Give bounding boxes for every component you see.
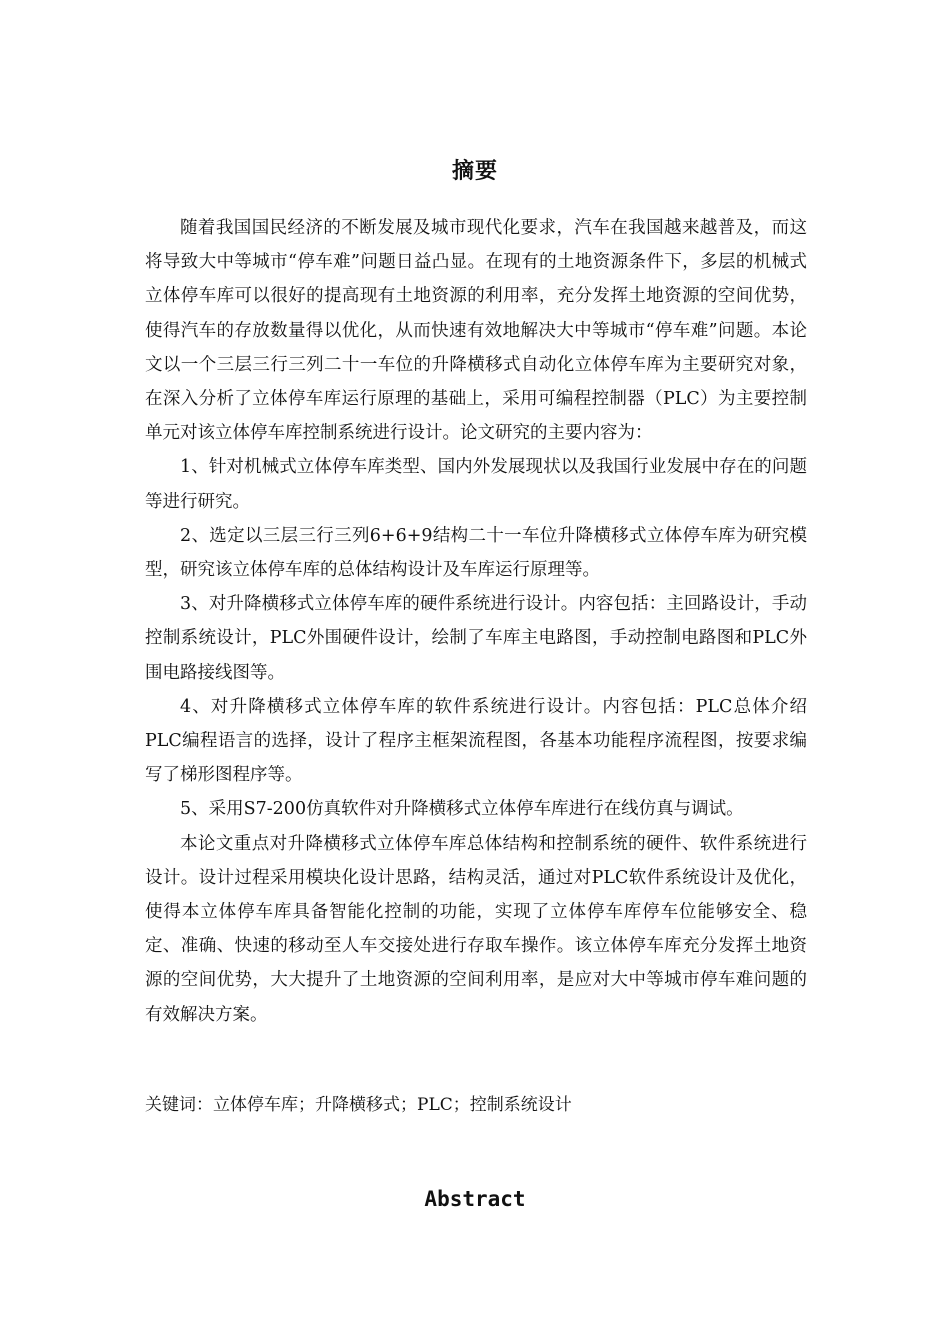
- paragraph-item-3: 3、对升降横移式立体停车库的硬件系统进行设计。内容包括：主回路设计，手动控制系统设计，PLC外围硬件设计，绘制了车库主电路图，手动控制电路图和PLC外围电路接线图等。: [145, 594, 807, 683]
- paragraph-item-4: 4、对升降横移式立体停车库的软件系统进行设计。内容包括：PLC总体介绍PLC编程语言的选择，设计了程序主框架流程图，各基本功能程序流程图，按要求编写了梯形图程序等。: [145, 696, 807, 786]
- page-title: 摘要: [451, 159, 498, 184]
- english-abstract-title: Abstract: [424, 1187, 526, 1211]
- paragraph-intro: 随着我国国民经济的不断发展及城市现代化要求，汽车在我国越来越普及，而这将导致大中等城市“停车难”问题日益凸显。在现有的土地资源条件下，多层的机械式立体停车库可以很好的提高现有土地资源的利用率，充分发挥土地资源的空间优势，使得汽车的存放数量得以优化，从而快速有效地解决大中等城市“停车难”问题。本论文以一个三层三行三列二十一车位的升降横移式自动化立体停车库为主要研究对象，在深入分析了立体停车库运行原理的基础上，采用可编程控制器（PLC）为主要控制单元对该立体停车库控制系统进行设计。论文研究的主要内容为：: [145, 218, 807, 444]
- paragraph-conclusion: 本论文重点对升降横移式立体停车库总体结构和控制系统的硬件、软件系统进行设计。设计过程采用模块化设计思路，结构灵活，通过对PLC软件系统设计及优化，使得本立体停车库具备智能化控制的功能，实现了立体停车库停车位能够安全、稳定、准确、快速的移动至人车交接处进行存取车操作。该立体停车库充分发挥土地资源的空间优势，大大提升了土地资源的空间利用率，是应对大中等城市停车难问题的有效解决方案。: [145, 833, 807, 1025]
- keywords-line: 关键词：立体停车库；升降横移式；PLC；控制系统设计: [145, 1095, 572, 1115]
- abstract-body: [145, 211, 807, 1032]
- paragraph-item-5: 5、采用S7-200仿真软件对升降横移式立体停车库进行在线仿真与调试。: [180, 799, 744, 820]
- paragraph-item-1: 1、针对机械式立体停车库类型、国内外发展现状以及我国行业发展中存在的问题等进行研究。: [145, 457, 807, 512]
- paragraph-item-2: 2、选定以三层三行三列6+6+9结构二十一车位升降横移式立体停车库为研究模型，研究该立体停车库的总体结构设计及车库运行原理等。: [145, 525, 807, 581]
